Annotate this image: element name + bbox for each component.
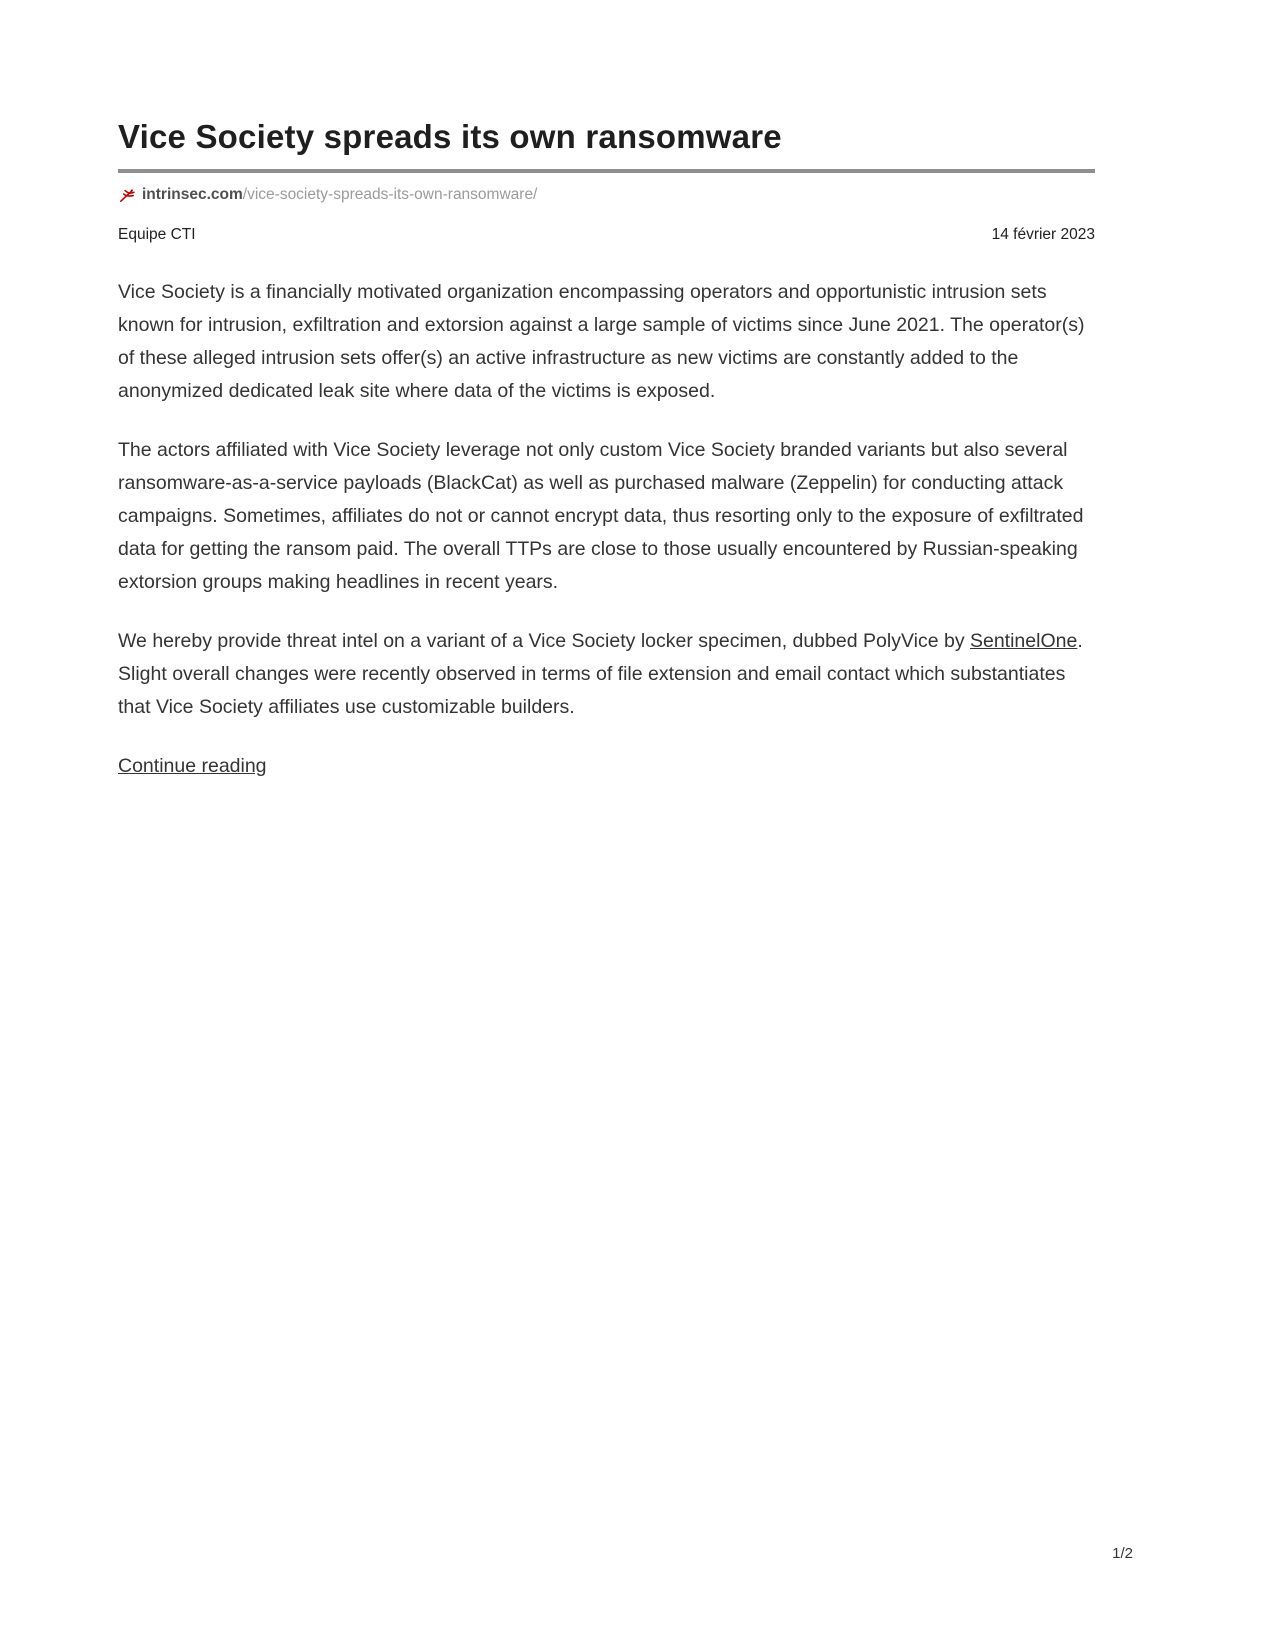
paragraph-2: The actors affiliated with Vice Society leverage not only custom Vice Society branded variants but also several ransomware-as-a-service payloads (BlackCat) as well as purchased malware (Zeppelin) for conducting attack campaigns. Sometimes, affiliates do not or cannot encrypt data, thus resorting only to the exposure of exfiltrated data for getting the ransom paid. The overall TTPs are close to those usually encountered by Russian-speaking extorsion groups making headlines in recent years. bbox=[118, 438, 1084, 593]
source-url-line bbox=[118, 186, 1095, 205]
dragonfly-logo-icon bbox=[118, 187, 135, 204]
page-title: Vice Society spreads its own ransomware bbox=[118, 118, 782, 155]
byline-row bbox=[118, 226, 1095, 244]
page-indicator: 1/2 bbox=[1112, 1545, 1133, 1562]
source-domain: intrinsec.com bbox=[142, 185, 243, 203]
article-header bbox=[118, 118, 1095, 173]
continue-reading-row bbox=[118, 750, 1095, 783]
paragraph-3-text-before: We hereby provide threat intel on a variant of a Vice Society locker specimen, dubbed PolyVice by bbox=[118, 629, 970, 652]
article-body bbox=[118, 276, 1095, 783]
source-url-text bbox=[142, 186, 537, 205]
paragraph-3-text-after: . Slight overall changes were recently observed in terms of file extension and email contact which substantiates that Vice Society affiliates use customizable builders. bbox=[118, 629, 1083, 718]
sentinelone-link[interactable]: SentinelOne bbox=[969, 629, 1078, 652]
publish-date: 14 février 2023 bbox=[991, 225, 1095, 243]
continue-reading-link[interactable]: Continue reading bbox=[118, 754, 267, 777]
author-name: Equipe CTI bbox=[118, 225, 196, 243]
paragraph-1: Vice Society is a financially motivated organization encompassing operators and opportunistic intrusion sets known for intrusion, exfiltration and extorsion against a large sample of victims since June 2021. The operator(s) of these alleged intrusion sets offer(s) an active infrastructure as new victims are constantly added to the anonymized dedicated leak site where data of the victims is exposed. bbox=[118, 280, 1085, 402]
paragraph-3 bbox=[118, 625, 1095, 724]
source-path: /vice-society-spreads-its-own-ransomware/ bbox=[242, 185, 538, 203]
document-page bbox=[0, 0, 1275, 783]
